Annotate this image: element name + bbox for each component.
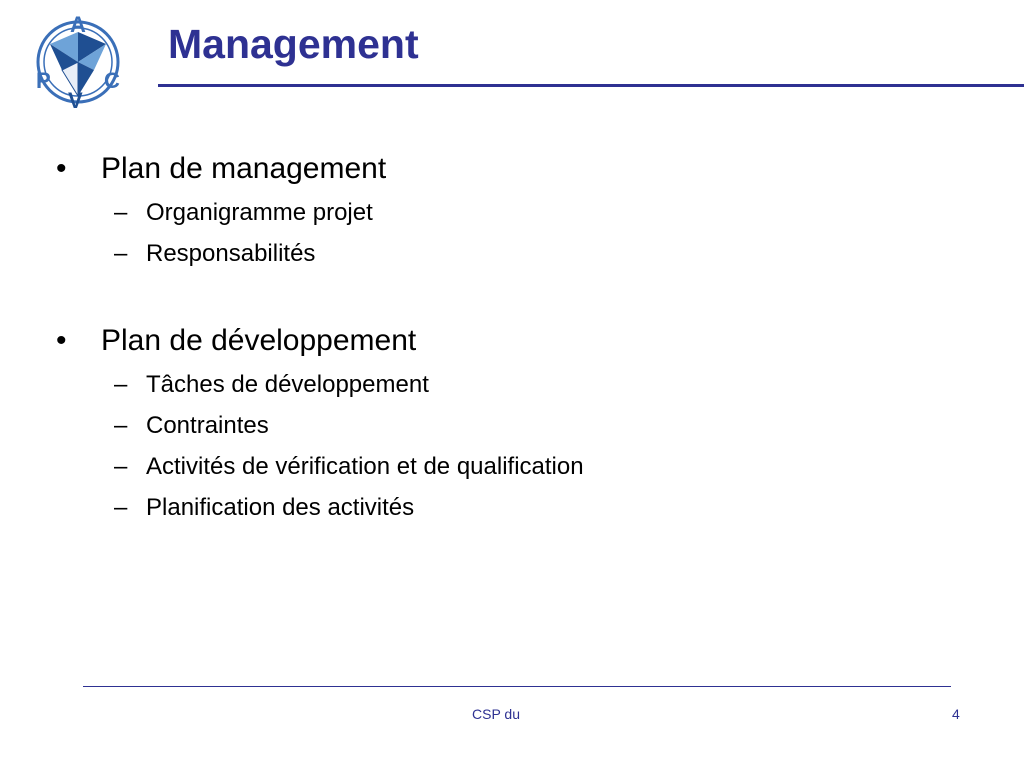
sub-bullet-marker: – [114, 199, 128, 226]
sub-bullet-marker: – [114, 453, 128, 480]
bullet-text: Plan de développement [101, 324, 417, 357]
sub-bullet-item [114, 452, 584, 482]
sub-bullet-text: Tâches de développement [146, 371, 429, 398]
sub-bullet-marker: – [114, 371, 128, 398]
sub-bullet-marker: – [114, 240, 128, 267]
bullet-item [56, 151, 387, 187]
footer-divider [83, 686, 951, 687]
sub-bullet-text: Organigramme projet [146, 199, 373, 226]
logo-letter-a: A [70, 12, 86, 37]
sub-bullet-item [114, 370, 429, 400]
logo-letter-c: C [104, 68, 120, 93]
logo-letter-p: P [36, 68, 51, 93]
bullet-text: Plan de management [101, 152, 387, 185]
sub-bullet-item [114, 239, 316, 269]
footer-center-text: CSP du [472, 706, 520, 722]
sub-bullet-item [114, 411, 269, 441]
sub-bullet-text: Planification des activités [146, 494, 415, 521]
sub-bullet-item [114, 198, 373, 228]
page-number: 4 [952, 706, 960, 722]
logo-letter-v: V [68, 88, 83, 110]
slide-title: Management [168, 21, 419, 67]
bullet-marker: • [56, 152, 67, 185]
bullet-item [56, 323, 417, 359]
sub-bullet-text: Activités de vérification et de qualification [146, 453, 584, 480]
bullet-marker: • [56, 324, 67, 357]
sub-bullet-marker: – [114, 494, 128, 521]
sub-bullet-text: Responsabilités [146, 240, 316, 267]
sub-bullet-item [114, 493, 415, 523]
sub-bullet-text: Contraintes [146, 412, 269, 439]
sub-bullet-marker: – [114, 412, 128, 439]
